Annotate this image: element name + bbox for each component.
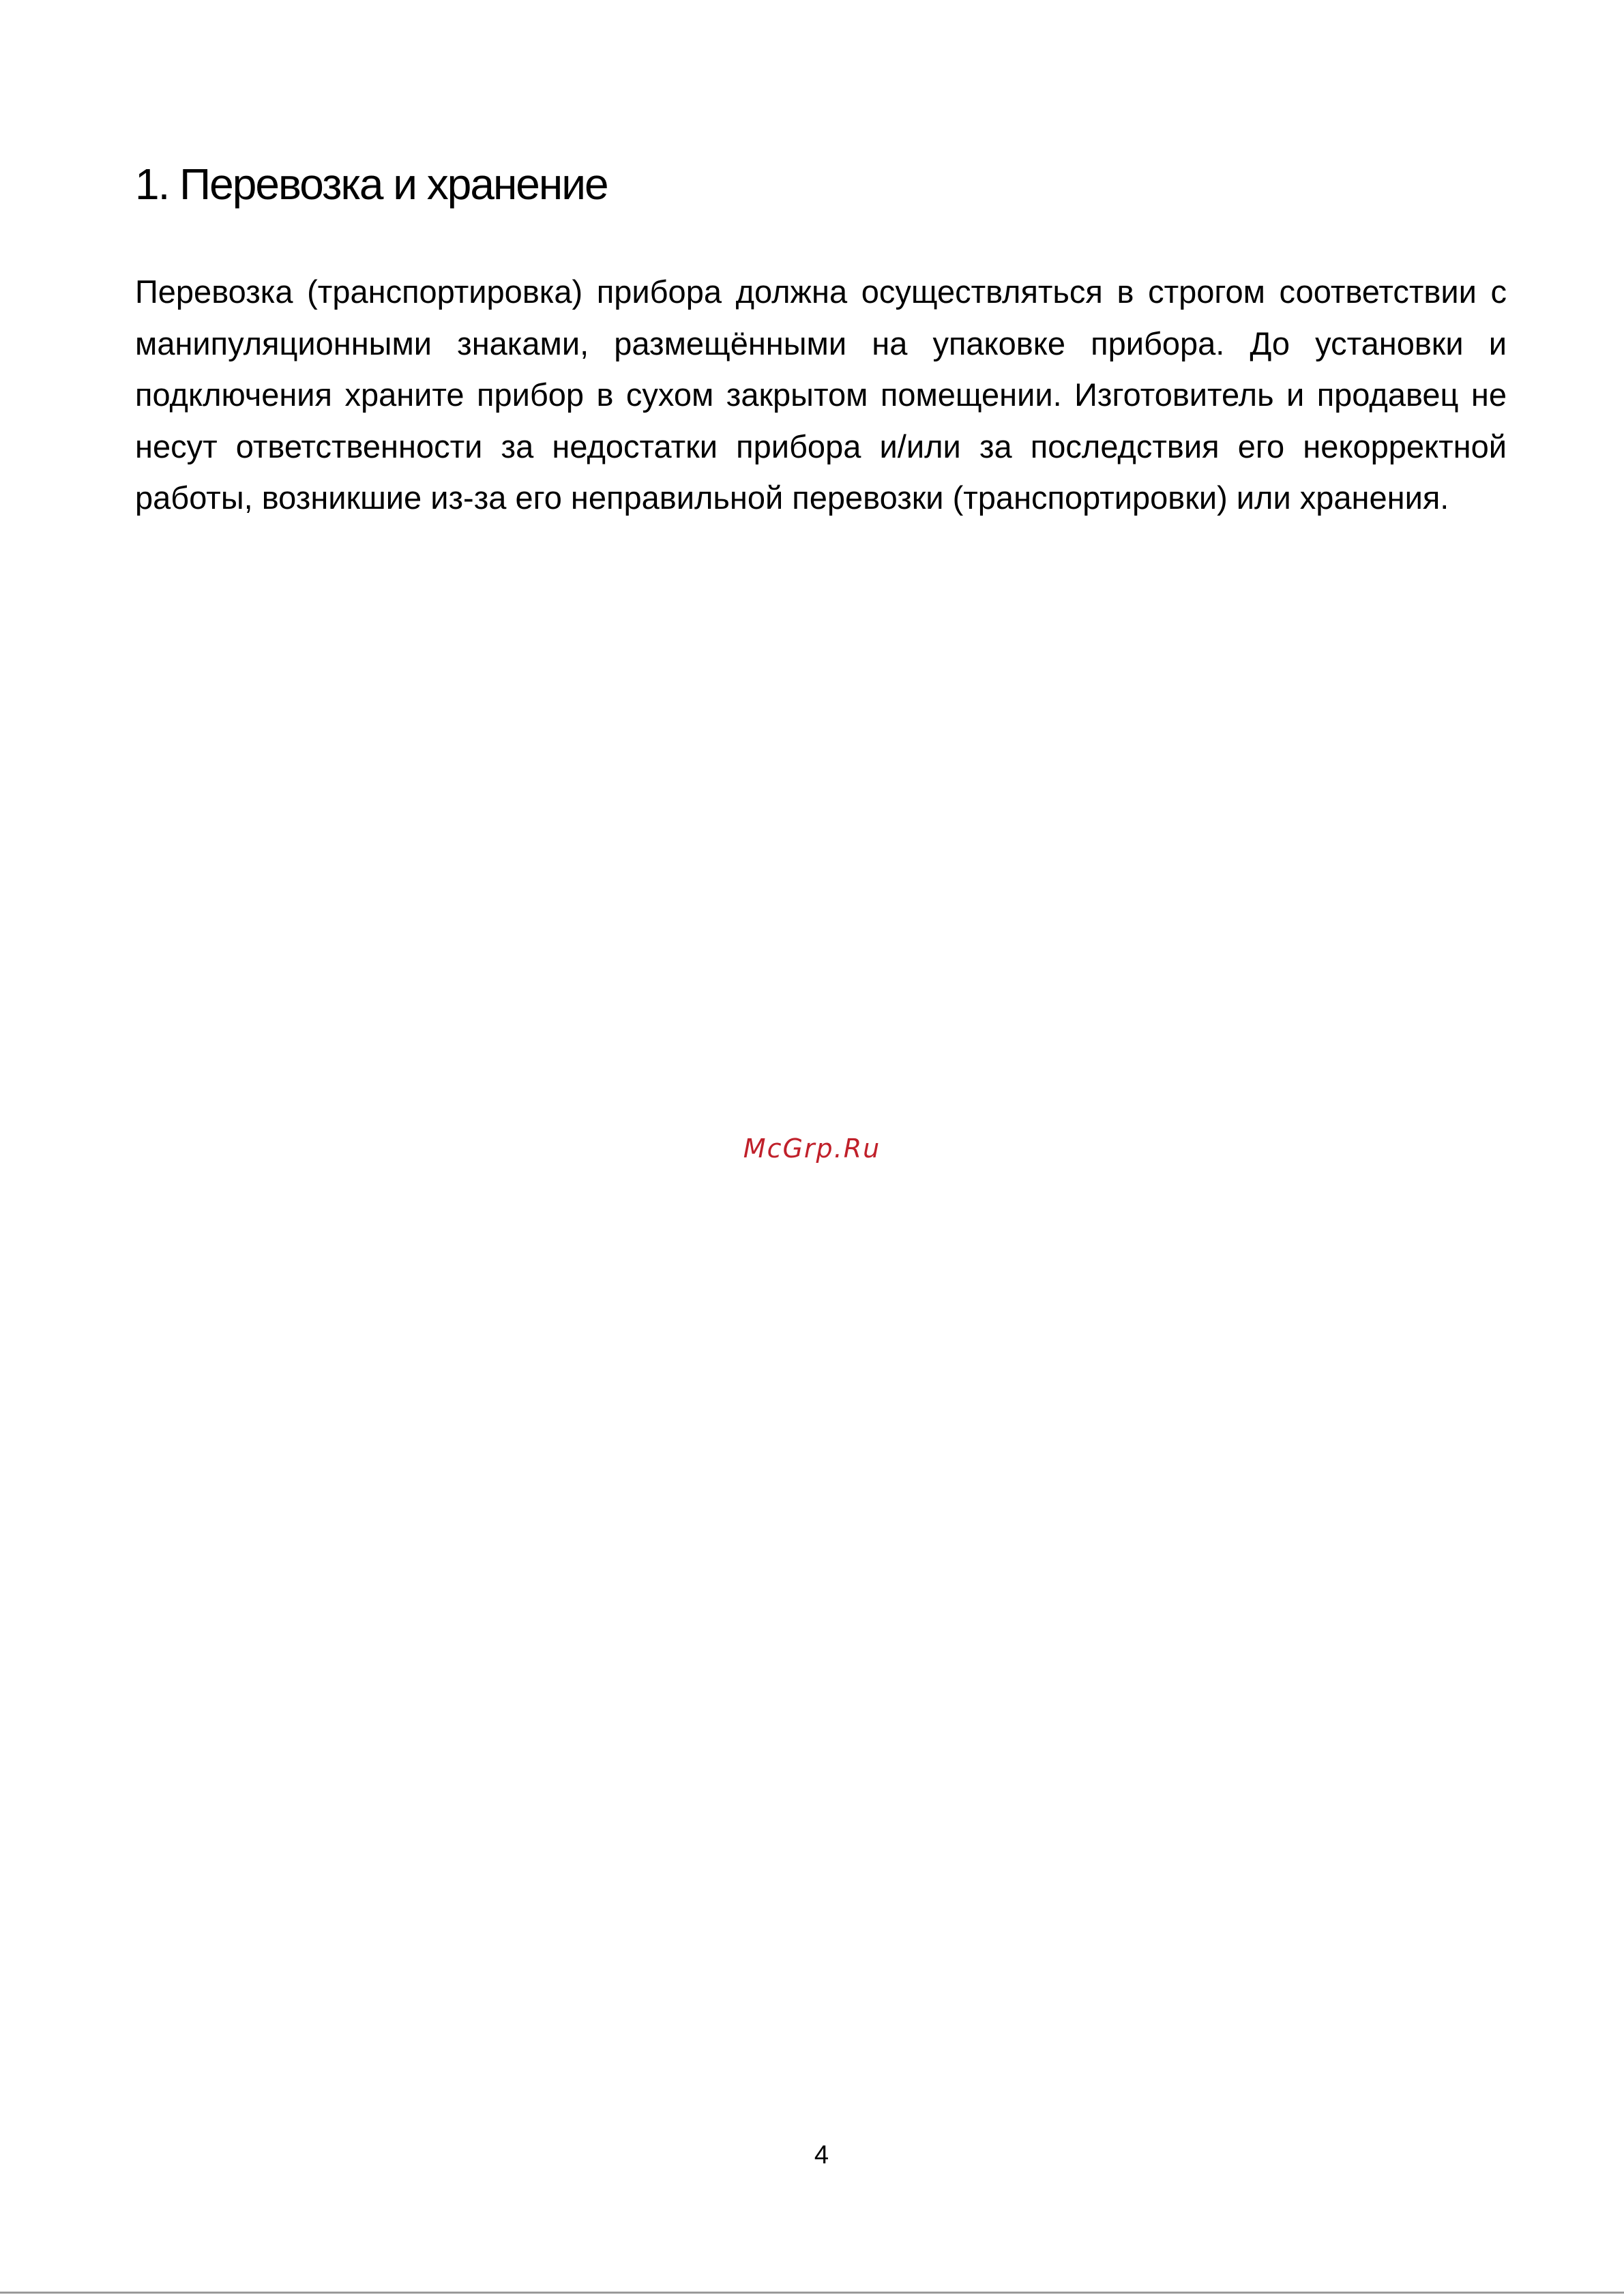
- body-paragraph: Перевозка (транспортировка) прибора должна осуществляться в строгом соответствии с манипуляционными знаками, размещёнными на упаковке прибора. До установки и подключения храните прибор в сухом закрытом помещении. Изготовитель и продавец не несут ответственности за недостатки прибора и/или за последствия его некорректной работы, возникшие из-за его неправильной перевозки (транспортировки) или хранения.: [135, 273, 1507, 516]
- section-title: 1. Перевозка и хранение: [135, 160, 608, 209]
- watermark-link[interactable]: McGrp.Ru: [743, 1134, 881, 1164]
- page-number: 4: [814, 2141, 829, 2170]
